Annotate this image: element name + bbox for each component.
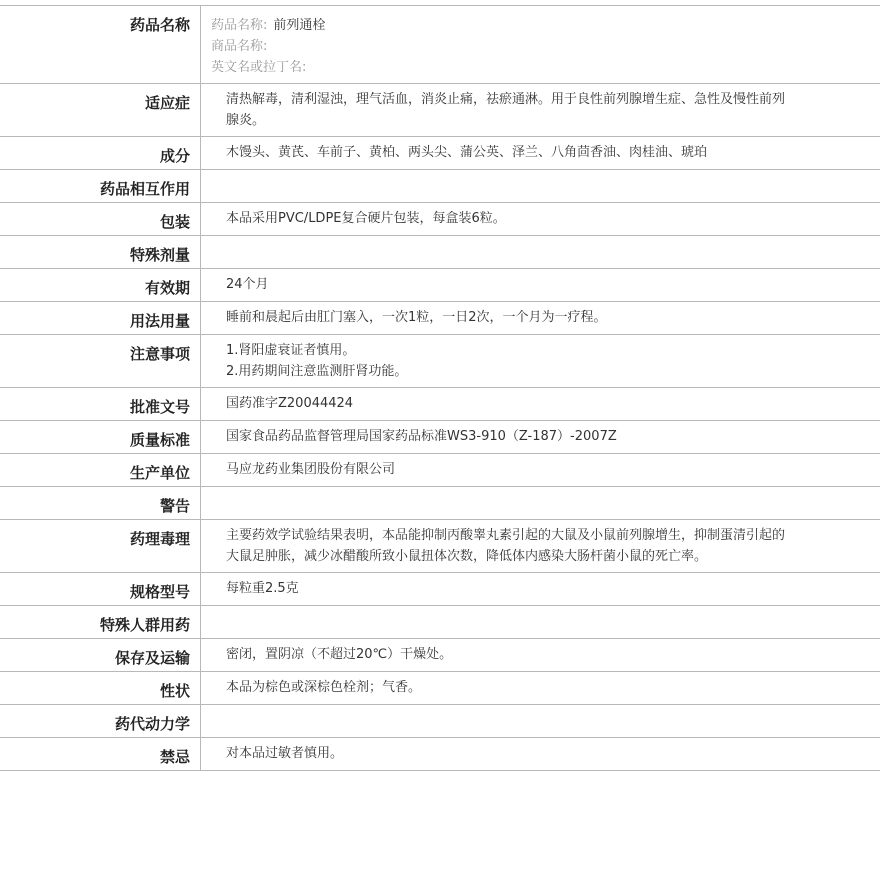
row-precautions [0,335,880,388]
row-label-contraindications: 禁忌 [0,738,201,771]
row-drug-name [0,6,880,84]
row-value-storage: 密闭，置阴凉（不超过20℃）干燥处。 [201,639,880,672]
row-value-indications: 清热解毒，清利湿浊，理气活血，消炎止痛，祛瘀通淋。用于良性前列腺增生症、急性及慢性前列腺炎。 [201,84,880,137]
row-shelf-life [0,269,880,302]
row-label-pharmacology: 药理毒理 [0,520,201,573]
row-label-special-dosage: 特殊剂量 [0,236,201,269]
row-label-interactions: 药品相互作用 [0,170,201,203]
row-label-description: 性状 [0,672,201,705]
row-value-pharmacology: 主要药效学试验结果表明，本品能抑制丙酸睾丸素引起的大鼠及小鼠前列腺增生，抑制蛋清引起的大鼠足肿胀，减少冰醋酸所致小鼠扭体次数，降低体内感染大肠杆菌小鼠的死亡率。 [201,520,880,573]
row-quality-standard [0,421,880,454]
row-value-specification: 每粒重2.5克 [201,573,880,606]
precaution-line: 1.肾阳虚衰证者慎用。 [226,340,790,361]
row-specification [0,573,880,606]
row-value-warning [201,487,880,520]
row-description [0,672,880,705]
row-pharmacology [0,520,880,573]
row-label-manufacturer: 生产单位 [0,454,201,487]
row-ingredients [0,137,880,170]
row-pharmacokinetics [0,705,880,738]
row-value-packaging: 本品采用PVC/LDPE复合硬片包装，每盒装6粒。 [201,203,880,236]
row-value-ingredients: 木馒头、黄芪、车前子、黄柏、两头尖、蒲公英、泽兰、八角茴香油、肉桂油、琥珀 [201,137,880,170]
row-approval-number [0,388,880,421]
row-label-specification: 规格型号 [0,573,201,606]
row-manufacturer [0,454,880,487]
row-value-approval-number: 国药准字Z20044424 [201,388,880,421]
row-label-special-populations: 特殊人群用药 [0,606,201,639]
row-label-warning: 警告 [0,487,201,520]
row-label-usage: 用法用量 [0,302,201,335]
row-value-pharmacokinetics [201,705,880,738]
generic-name-value: 前列通栓 [273,18,325,33]
row-value-interactions [201,170,880,203]
row-value-special-dosage [201,236,880,269]
row-contraindications [0,738,880,771]
drug-name-cell [201,6,880,84]
row-value-manufacturer: 马应龙药业集团股份有限公司 [201,454,880,487]
row-label-shelf-life: 有效期 [0,269,201,302]
drug-info-table [0,5,880,771]
english-name-key: 英文名或拉丁名: [211,60,306,75]
row-interactions [0,170,880,203]
row-label-packaging: 包装 [0,203,201,236]
row-value-contraindications: 对本品过敏者慎用。 [201,738,880,771]
row-label-indications: 适应症 [0,84,201,137]
row-usage [0,302,880,335]
row-value-precautions [201,335,880,388]
row-indications [0,84,880,137]
generic-name-key: 药品名称: [211,18,267,33]
english-name-line [211,57,790,78]
row-label-quality-standard: 质量标准 [0,421,201,454]
row-value-usage: 睡前和晨起后由肛门塞入，一次1粒，一日2次，一个月为一疗程。 [201,302,880,335]
row-label-ingredients: 成分 [0,137,201,170]
row-storage [0,639,880,672]
generic-name-line [211,15,790,36]
row-packaging [0,203,880,236]
row-value-shelf-life: 24个月 [201,269,880,302]
precaution-line: 2.用药期间注意监测肝肾功能。 [226,361,790,382]
row-label-precautions: 注意事项 [0,335,201,388]
row-label-storage: 保存及运输 [0,639,201,672]
row-value-quality-standard: 国家食品药品监督管理局国家药品标准WS3-910（Z-187）-2007Z [201,421,880,454]
row-label-approval-number: 批准文号 [0,388,201,421]
row-special-dosage [0,236,880,269]
row-value-description: 本品为棕色或深棕色栓剂；气香。 [201,672,880,705]
row-label-pharmacokinetics: 药代动力学 [0,705,201,738]
trade-name-line [211,36,790,57]
row-value-special-populations [201,606,880,639]
row-special-populations [0,606,880,639]
row-label-drug-name: 药品名称 [0,6,201,84]
row-warning [0,487,880,520]
trade-name-key: 商品名称: [211,39,267,54]
